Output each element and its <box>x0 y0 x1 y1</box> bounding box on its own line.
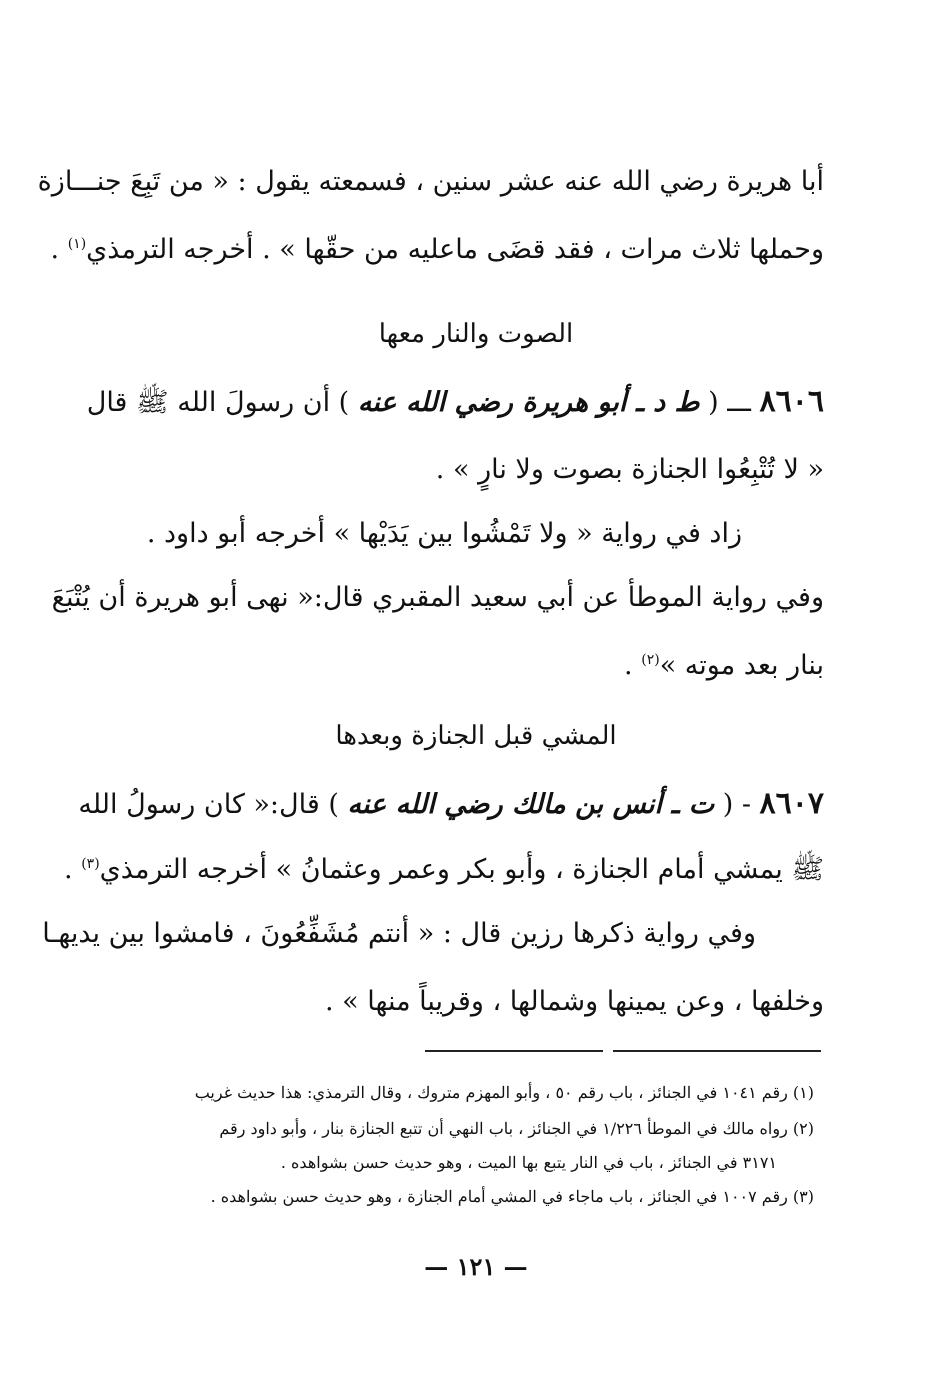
footnote-3 <box>92 1184 814 1212</box>
hadith-narrator: ت ـ أنس بن مالك رضي الله عنه <box>347 789 715 820</box>
hadith-dash: ـــ ( <box>699 387 760 418</box>
line-end-period: . <box>50 234 68 265</box>
text-line-2 <box>50 230 824 272</box>
text-line-3-text: « لا تُتْبِعُوا الجنازة بصوت ولا نارٍ » . <box>435 454 824 485</box>
hadith-narrator: ط د ـ أبو هريرة رضي الله عنه <box>357 387 700 418</box>
footnote-3-text: (٣) رقم ١٠٠٧ في الجنائز ، باب ماجاء في المشي أمام الجنازة ، وهو حديث حسن بشواهده . <box>210 1187 814 1206</box>
text-line-7 <box>64 850 824 892</box>
text-line-5 <box>51 578 824 620</box>
hadith-dash: - ( <box>714 789 760 820</box>
footnote-rule-right <box>613 1050 821 1052</box>
hadith-8607-header <box>78 784 824 826</box>
text-line-6-text: بنار بعد موته » <box>659 650 824 681</box>
footnote-2-text: (٢) رواه مالك في الموطأ ١/٢٢٦ في الجنائز ، باب النهي أن تتبع الجنازة بنار ، وأبو داود رقم <box>219 1119 814 1138</box>
text-line-1-text: أبا هريرة رضي الله عنه عشر سنين ، فسمعته يقول : « من تَبِعَ جنـــازة <box>37 166 824 197</box>
footnote-1-text: (١) رقم ١٠٤١ في الجنائز ، باب رقم ٥٠ ، وأبو المهزم متروك ، وقال الترمذي: هذا حديث غريب <box>194 1083 814 1102</box>
footnote-2-continued <box>92 1150 777 1178</box>
text-line-3 <box>100 450 824 492</box>
text-line-8 <box>42 914 756 956</box>
line-end-period: . <box>624 650 642 681</box>
text-line-9 <box>100 982 824 1024</box>
text-line-7-text: ﷺ يمشي أمام الجنازة ، وأبو بكر وعمر وعثمانُ » أخرجه الترمذي <box>99 854 824 885</box>
text-line-8-text: وفي رواية ذكرها رزين قال : « أنتم مُشَفِّعُونَ ، فامشوا بين يديهـا <box>42 918 756 949</box>
footnote-rule-left <box>425 1050 603 1052</box>
text-line-6 <box>100 646 824 688</box>
footnote-1 <box>92 1080 814 1108</box>
text-line-5-text: وفي رواية الموطأ عن أبي سعيد المقبري قال:« نهى أبو هريرة أن يُتْبَعَ <box>51 582 824 613</box>
text-line-4-text: زاد في رواية « ولا تَمْشُوا بين يَدَيْها » أخرجه أبو داود . <box>146 518 742 549</box>
hadith-intro: ) قال:« كان رسولُ الله <box>78 789 348 820</box>
line-end-period: . <box>64 854 82 885</box>
text-line-1 <box>37 162 824 204</box>
text-line-9-text: وخلفها ، وعن يمينها وشمالها ، وقريباً منها » . <box>325 986 824 1017</box>
section-heading-sound-fire: الصوت والنار معها <box>378 319 574 349</box>
footnote-ref-1: (١) <box>67 236 87 252</box>
footnote-2-continued-text: ٣١٧١ في الجنائز ، باب في النار يتبع بها الميت ، وهو حديث حسن بشواهده . <box>280 1153 777 1172</box>
section-heading-walking: المشي قبل الجنازة وبعدها <box>335 721 617 751</box>
text-line-4 <box>100 514 742 556</box>
hadith-intro: ) أن رسولَ الله ﷺ قال <box>86 387 358 418</box>
footnote-ref-2: (٢) <box>641 652 660 668</box>
text-line-2-text: وحملها ثلاث مرات ، فقد قضَى ماعليه من حقّها » . أخرجه الترمذي <box>86 234 824 265</box>
page-number: — ١٢١ — <box>424 1252 528 1281</box>
hadith-number: ٨٦٠٦ <box>759 384 824 419</box>
hadith-number: ٨٦٠٧ <box>759 786 824 821</box>
hadith-8606-header <box>86 382 824 424</box>
footnote-ref-3: (٣) <box>81 856 100 872</box>
footnote-2 <box>92 1116 814 1144</box>
